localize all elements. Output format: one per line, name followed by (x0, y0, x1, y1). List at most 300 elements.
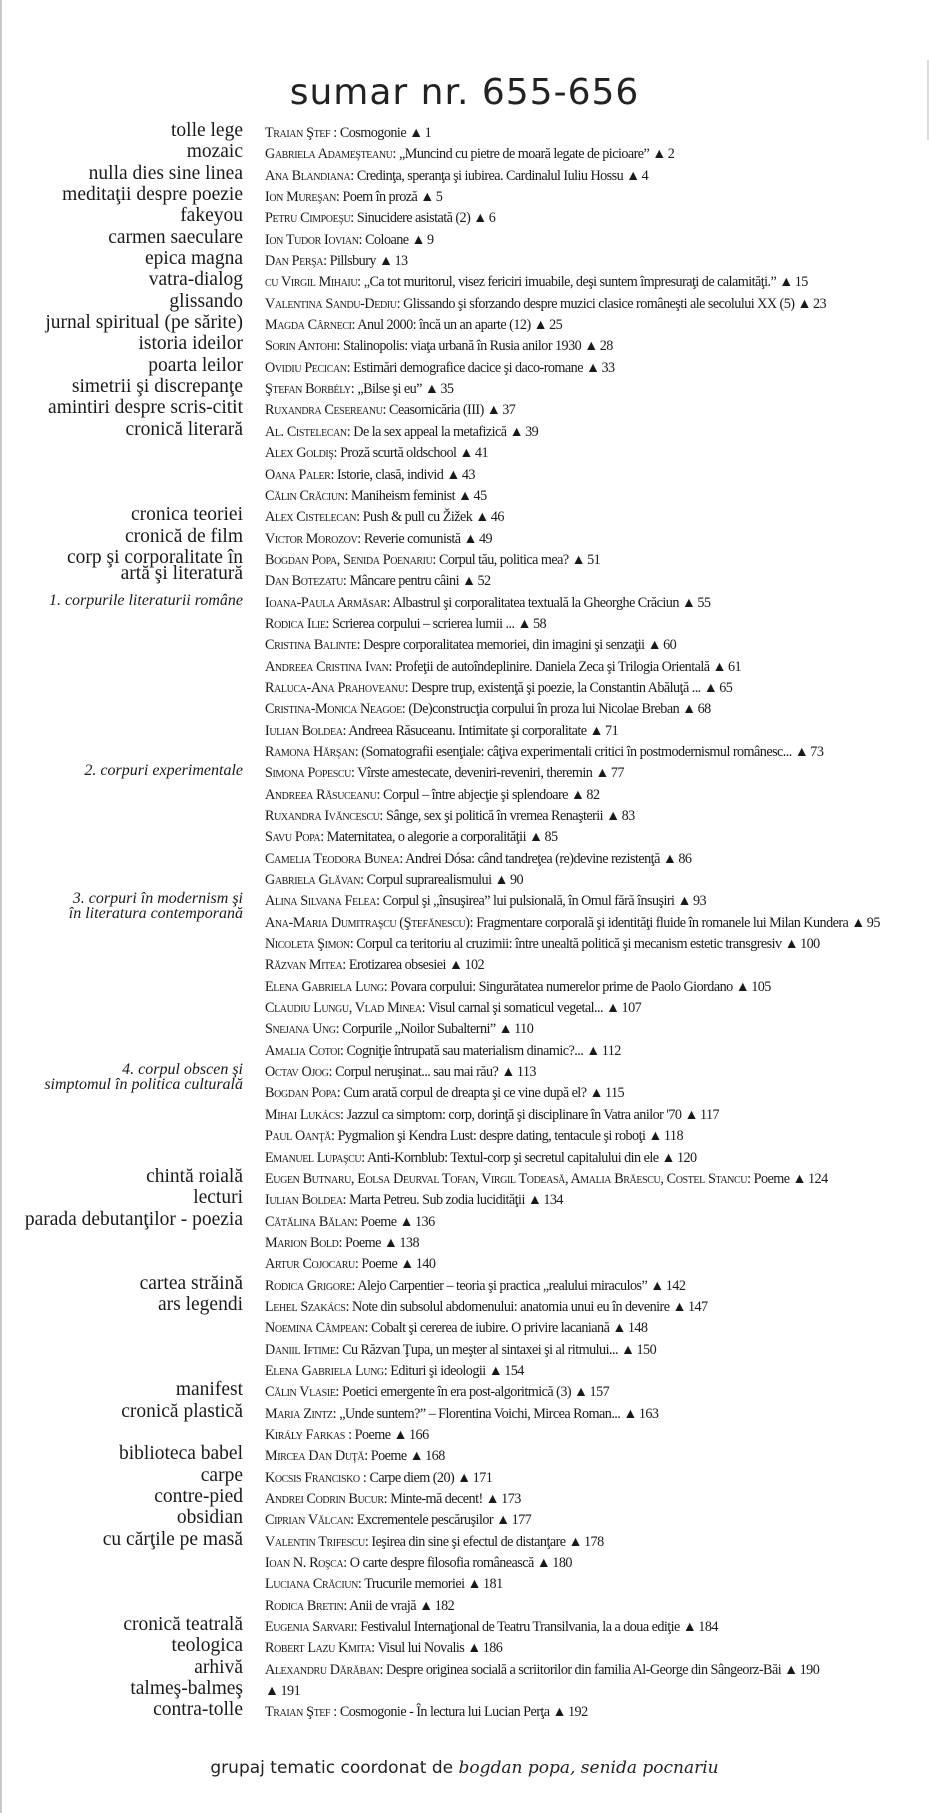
toc-author: Elena Gabriela Lung: (265, 978, 388, 995)
toc-page-number: 68 (697, 701, 711, 718)
toc-entry[interactable] (265, 1064, 536, 1081)
toc-row (0, 998, 929, 1019)
toc-page-number: 124 (808, 1170, 828, 1187)
toc-article-title: Reverie comunistă (363, 530, 461, 547)
toc-article-title: Marta Petreu. Sub zodia lucidităţii (349, 1192, 525, 1209)
toc-author: Cătălina Bălan: (265, 1213, 358, 1230)
toc-page-number: 58 (532, 615, 547, 632)
toc-section-line: contre-pied (154, 1486, 243, 1507)
toc-page-number: 181 (483, 1576, 503, 1593)
toc-row (0, 418, 929, 443)
toc-article-title: Proză scurtă oldschool (340, 445, 457, 462)
toc-row (0, 635, 929, 656)
toc-entry[interactable] (265, 1192, 563, 1209)
toc-author: Camelia Teodora Bunea: (265, 850, 403, 867)
toc-section-line: cronică plastică (121, 1400, 243, 1422)
toc-author: Cristina Balinte: (265, 637, 361, 654)
toc-article-title: Scrierea corpului – scrierea lumii ... (332, 615, 515, 632)
toc-author: Ramona Hărşan: (265, 743, 359, 760)
toc-entry[interactable] (265, 680, 732, 697)
page-marker-icon: ▲ (424, 381, 439, 398)
toc-entry[interactable] (265, 296, 826, 313)
toc-entry[interactable] (265, 1299, 708, 1316)
page-marker-icon: ▲ (265, 1683, 279, 1700)
toc-entry[interactable] (265, 723, 618, 740)
toc-entry[interactable] (265, 808, 635, 825)
toc-page-number: 83 (621, 808, 635, 824)
page-marker-icon: ▲ (488, 1362, 503, 1379)
toc-page-number: 112 (601, 1042, 621, 1059)
toc-section-line: cu cărţile pe masă (102, 1528, 243, 1550)
toc-entry[interactable] (265, 146, 674, 163)
toc-author: Claudiu Lungu, Vlad Minea: (265, 1000, 426, 1017)
toc-entry[interactable] (265, 1085, 624, 1102)
toc-entry[interactable] (265, 595, 710, 612)
toc-article-title: Despre corporalitatea memoriei, din imagini şi senzaţii (363, 637, 645, 654)
toc-section-line: contra-tolle (153, 1699, 243, 1721)
toc-row (0, 1635, 929, 1659)
toc-author: Rodica Ilie: (265, 615, 330, 632)
toc-article-title: Alejo Carpentier – teoria şi practica „realului miraculos” (357, 1277, 648, 1294)
toc-article-title: Poeme (344, 1234, 381, 1251)
toc-section-label (123, 1614, 243, 1636)
toc-author: Bogdan Popa, Senida Poenariu: (265, 551, 436, 568)
toc-author: Andreea Cristina Ivan: (265, 658, 393, 675)
toc-row (0, 1041, 929, 1062)
toc-page-number: 93 (692, 893, 707, 910)
toc-entry[interactable] (265, 1683, 300, 1700)
toc-article-title: (De)construcţia corpului în proza lui Nicolae Breban (408, 701, 680, 718)
toc-entry[interactable] (265, 1598, 454, 1615)
toc-entry[interactable] (265, 616, 546, 633)
toc-row (0, 721, 929, 742)
toc-article-title: Corpul ca teritoriu al cruzimii: între unealtă politică şi mecanism estetic transgresiv (356, 936, 782, 953)
toc-section-line: obsidian (176, 1507, 243, 1529)
toc-page-number: 86 (678, 850, 692, 867)
toc-entry[interactable] (265, 1171, 828, 1188)
toc-entry[interactable] (265, 1043, 621, 1060)
toc-page-number: 100 (800, 936, 820, 953)
toc-entry[interactable] (265, 552, 600, 569)
toc-entry[interactable] (265, 189, 442, 206)
toc-entry[interactable] (265, 659, 741, 676)
toc-row (0, 1105, 929, 1126)
toc-section-label (130, 1678, 243, 1700)
toc-author: Paul Oanţă: (265, 1128, 335, 1145)
toc-author: Oana Paler: (265, 466, 334, 483)
page-marker-icon: ▲ (475, 509, 489, 526)
toc-entry[interactable] (265, 744, 823, 761)
page-marker-icon: ▲ (509, 423, 524, 440)
toc-article-title: Minte-mă decent! (390, 1491, 483, 1507)
toc-row (0, 1083, 929, 1104)
toc-entry[interactable] (265, 936, 820, 953)
page-marker-icon: ▲ (682, 701, 696, 718)
toc-entry[interactable] (265, 125, 431, 142)
toc-page-number: 37 (502, 402, 516, 419)
toc-section-line: ars legendi (157, 1293, 243, 1315)
toc-article-title: Andreea Răsuceanu. Intimitate şi corporalitate (348, 722, 587, 739)
toc-section-line: talmeş-balmeş (130, 1678, 243, 1700)
toc-author: Valentin Trifescu: (265, 1533, 369, 1550)
toc-article-title: „Muncind cu pietre de moară legate de picioare” (399, 146, 650, 163)
toc-author: Ovidiu Pecican: (265, 359, 351, 376)
toc-section-label (49, 593, 243, 608)
toc-article-title: Corpul neruşinat... sau mai rău? (335, 1064, 499, 1081)
table-of-contents (0, 120, 929, 1724)
toc-row (0, 1400, 929, 1425)
toc-page-number: 85 (544, 829, 558, 846)
toc-entry[interactable] (265, 1150, 697, 1167)
toc-page-number: 163 (638, 1405, 659, 1422)
toc-page-number: 140 (415, 1256, 436, 1273)
toc-entry[interactable] (265, 317, 562, 334)
toc-section-line-2: simptomul în politica culturală (44, 1076, 243, 1094)
toc-entry[interactable] (265, 338, 613, 355)
toc-page-number: 41 (474, 445, 488, 462)
toc-article-title: Carpe diem (20) (369, 1469, 455, 1486)
toc-page-number: 177 (511, 1512, 532, 1529)
toc-entry[interactable] (265, 893, 706, 910)
toc-author: Rodica Bretin: (265, 1597, 347, 1614)
page-marker-icon: ▲ (409, 1448, 424, 1465)
toc-author: Ioan N. Roşca: (265, 1555, 347, 1572)
toc-entry[interactable] (265, 1000, 641, 1017)
page-marker-icon: ▲ (473, 210, 487, 227)
toc-row (0, 571, 929, 592)
toc-page-number: 2 (667, 146, 675, 163)
toc-article-title: Anii de vrajă (349, 1597, 417, 1614)
toc-page-number: 13 (394, 253, 408, 270)
toc-author: Traian Ştef : (265, 1704, 337, 1721)
toc-author: Alex Goldiş: (265, 445, 338, 462)
toc-entry[interactable] (265, 979, 771, 996)
toc-author: Eugen Butnaru, Eolsa Deurval Tofan, Virgil Todeasă, Amalia Brăescu, Costel Stancu: (265, 1170, 751, 1187)
toc-row (0, 1528, 929, 1553)
toc-entry[interactable] (265, 1448, 445, 1465)
toc-entry[interactable] (265, 1427, 429, 1444)
toc-page-number: 1 (424, 125, 432, 141)
page-marker-icon: ▲ (400, 1256, 414, 1273)
toc-author: Alexandru Dărăban: (265, 1661, 384, 1678)
toc-section-line: arhivă (194, 1656, 243, 1678)
toc-entry[interactable] (265, 573, 491, 590)
toc-entry[interactable] (265, 829, 558, 846)
page-marker-icon: ▲ (461, 573, 476, 590)
page-marker-icon: ▲ (794, 743, 809, 760)
page-marker-icon: ▲ (703, 679, 718, 696)
toc-author: Király Farkas : (265, 1426, 352, 1443)
toc-section-label (45, 312, 243, 334)
toc-author: Eugenia Sarvari: (265, 1619, 358, 1636)
toc-entry[interactable] (265, 1470, 492, 1487)
footer-prefix: grupaj tematic coordonat de (210, 1758, 459, 1778)
toc-entry[interactable] (265, 1491, 521, 1508)
toc-entry[interactable] (265, 1534, 604, 1551)
toc-article-title: Cobalt şi cererea de iubire. O privire lacaniană (371, 1320, 610, 1337)
toc-page-number: 157 (589, 1384, 610, 1401)
toc-section-line: lecturi (193, 1187, 243, 1209)
toc-page-number: 150 (636, 1341, 657, 1358)
toc-section-line: 1. corpurile literaturii române (48, 591, 243, 609)
toc-section-label (138, 333, 243, 355)
toc-row (0, 1361, 929, 1382)
toc-section-line: carpe (200, 1464, 243, 1486)
toc-author: Nicoleta Şimon: (265, 936, 354, 953)
toc-row (0, 806, 929, 827)
toc-author: Kocsis Francisko : (265, 1469, 367, 1486)
toc-page-number: 166 (409, 1426, 429, 1443)
toc-section-label (139, 1272, 243, 1294)
toc-row (0, 955, 929, 976)
toc-entry[interactable] (265, 872, 523, 889)
toc-article-title: Festivalul Internaţional de Teatru Transilvania, la a doua ediţie (360, 1619, 680, 1636)
toc-entry[interactable] (265, 957, 484, 974)
toc-section-label (148, 269, 243, 291)
toc-section-label (62, 184, 243, 206)
toc-entry[interactable] (265, 1363, 524, 1380)
toc-article-title: Visul carnal şi somaticul vegetal... (427, 1000, 604, 1017)
toc-article-title: „Bilse şi eu” (357, 381, 422, 398)
toc-author: Dan Botezatu: (265, 573, 347, 590)
toc-entry[interactable] (265, 1384, 609, 1401)
toc-author: Andrei Codrin Bucur: (265, 1491, 388, 1507)
toc-section-line: epica magna (145, 248, 243, 270)
toc-entry[interactable] (265, 701, 711, 718)
toc-row (0, 1553, 929, 1574)
toc-author: Gabriela Glăvan: (265, 872, 364, 889)
toc-section-line: carmen saeculare (108, 226, 243, 248)
toc-entry[interactable] (265, 253, 408, 270)
toc-article-title: Despre trup, existenţă şi poezie, la Constantin Abăluţă ... (411, 679, 701, 696)
toc-row (0, 593, 929, 614)
toc-entry[interactable] (265, 467, 475, 484)
toc-page-number: 180 (552, 1555, 572, 1572)
toc-entry[interactable] (265, 1235, 419, 1252)
toc-row (0, 614, 929, 635)
toc-page-number: 43 (461, 466, 475, 483)
toc-author: Călin Vlasie: (265, 1384, 339, 1401)
toc-entry[interactable] (265, 1555, 572, 1572)
toc-author: Elena Gabriela Lung: (265, 1362, 388, 1379)
page-marker-icon: ▲ (712, 658, 726, 675)
toc-page-number: 138 (399, 1234, 419, 1251)
toc-entry[interactable] (265, 765, 624, 782)
toc-row (0, 1443, 929, 1467)
toc-entry[interactable] (265, 360, 615, 377)
toc-row (0, 1614, 929, 1638)
toc-row (0, 1340, 929, 1361)
page-marker-icon: ▲ (589, 1085, 603, 1102)
toc-article-title: Cum arată corpul de dreapta şi ce vine după el? (343, 1085, 587, 1102)
toc-page-number: 55 (697, 594, 711, 611)
toc-page-number: 192 (568, 1704, 588, 1721)
toc-author: Noemina Câmpean: (265, 1320, 369, 1337)
toc-entry[interactable] (265, 402, 515, 419)
toc-page-number: 82 (586, 786, 600, 803)
toc-author: Simona Popescu: (265, 765, 355, 782)
page-marker-icon: ▲ (420, 189, 434, 206)
toc-entry[interactable] (265, 424, 538, 441)
toc-page-number: 173 (501, 1491, 521, 1507)
toc-author: Lehel Szakács: (265, 1298, 349, 1315)
toc-entry[interactable] (265, 232, 434, 249)
toc-article-title: Poeme (753, 1170, 790, 1187)
page-marker-icon: ▲ (647, 637, 662, 654)
toc-entry[interactable] (265, 1576, 503, 1593)
toc-section-line: jurnal spiritual (pe sărite) (45, 312, 243, 334)
toc-entry[interactable] (265, 1320, 647, 1337)
page-marker-icon: ▲ (494, 872, 508, 889)
toc-row (0, 1699, 929, 1723)
toc-section-line: tolle lege (170, 120, 243, 141)
toc-row (0, 248, 929, 272)
page-marker-icon: ▲ (797, 295, 811, 312)
toc-page-number: 113 (516, 1064, 536, 1081)
toc-row (0, 1318, 929, 1339)
toc-entry[interactable] (265, 1662, 819, 1679)
toc-section-line: mozaic (186, 141, 243, 163)
toc-author: Iulian Boldea: (265, 1192, 347, 1209)
page-marker-icon: ▲ (501, 1064, 515, 1081)
toc-author: Al. Cistelecan: (265, 423, 351, 440)
toc-entry[interactable] (265, 381, 453, 398)
toc-entry[interactable] (265, 488, 487, 505)
toc-entry[interactable] (265, 1512, 531, 1529)
toc-row (0, 742, 929, 763)
page-marker-icon: ▲ (393, 1426, 407, 1443)
toc-page-number: 154 (504, 1362, 524, 1379)
toc-row (0, 1208, 929, 1233)
toc-entry[interactable] (265, 1406, 658, 1423)
toc-section-line: simetrii şi discrepanţe (71, 376, 243, 398)
toc-entry[interactable] (265, 1342, 656, 1359)
toc-section-label (169, 290, 243, 312)
page-marker-icon: ▲ (784, 1661, 798, 1678)
page-marker-icon: ▲ (570, 786, 585, 803)
toc-page-number: 9 (427, 231, 434, 248)
toc-article-title: Corpul şi „însuşirea” lui pulsională, în Omul fără însuşiri (382, 893, 675, 910)
toc-page-number: 25 (549, 317, 563, 334)
toc-article-title: Profeţii de autoîndeplinire. Daniela Zeca şi Trilogia Orientală (395, 658, 710, 675)
toc-entry[interactable] (265, 1640, 502, 1657)
toc-entry[interactable] (265, 1128, 683, 1145)
toc-article-title: Albastrul şi corporalitatea textuală la Gheorghe Crăciun (392, 594, 679, 611)
toc-page-number: 190 (799, 1661, 820, 1678)
toc-row (0, 443, 929, 464)
toc-section-line: parada debutanţilor - poezia (24, 1208, 243, 1230)
toc-section-line: chintă roială (146, 1165, 243, 1187)
toc-row (0, 184, 929, 208)
toc-entry[interactable] (265, 787, 600, 804)
toc-entry[interactable] (265, 1704, 588, 1721)
toc-section-line: amintiri despre scris-citit (48, 397, 243, 419)
page-marker-icon: ▲ (626, 167, 640, 184)
toc-page-number: 147 (687, 1298, 708, 1315)
toc-article-title: Visul lui Novalis (377, 1640, 465, 1657)
toc-article-title: Edituri şi ideologii (390, 1362, 486, 1379)
page-marker-icon: ▲ (419, 1597, 433, 1614)
toc-section-label (170, 120, 243, 141)
toc-author: Răzvan Mitea: (265, 957, 346, 974)
toc-entry[interactable] (265, 1619, 718, 1636)
toc-page-number: 60 (663, 637, 677, 654)
toc-entry[interactable] (265, 168, 648, 185)
toc-section-line: cronică de film (124, 525, 243, 547)
toc-section-label (102, 1528, 243, 1550)
page-marker-icon: ▲ (536, 1555, 551, 1572)
toc-entry[interactable] (265, 210, 495, 227)
toc-entry[interactable] (265, 531, 492, 548)
page-marker-icon: ▲ (612, 1320, 626, 1337)
toc-page-number: 65 (719, 679, 733, 696)
toc-entry[interactable] (265, 1107, 719, 1124)
page-marker-icon: ▲ (528, 829, 543, 846)
toc-section-label (108, 226, 243, 248)
toc-entry[interactable] (265, 915, 880, 932)
toc-entry[interactable] (265, 1214, 435, 1231)
toc-entry[interactable] (265, 1278, 685, 1295)
toc-entry[interactable] (265, 274, 808, 291)
toc-entry[interactable] (265, 637, 676, 654)
toc-entry[interactable] (265, 1021, 533, 1038)
toc-page-number: 148 (627, 1320, 648, 1337)
page-marker-icon: ▲ (411, 231, 426, 248)
toc-article-title: Corpurile „Noilor Subalterni” (342, 1021, 496, 1038)
toc-article-title: Stalinopolis: viaţa urbană în Rusia anilor 1930 (343, 338, 582, 355)
toc-entry[interactable] (265, 509, 504, 526)
toc-page-number: 118 (663, 1128, 683, 1145)
toc-entry[interactable] (265, 851, 691, 868)
toc-section-line: manifest (175, 1379, 243, 1401)
toc-section-line: cronică teatrală (123, 1614, 243, 1636)
toc-page-number: 134 (543, 1192, 563, 1209)
toc-section-label (186, 141, 243, 163)
page-marker-icon: ▲ (784, 936, 799, 953)
page-marker-icon: ▲ (648, 1128, 662, 1145)
toc-entry[interactable] (265, 1256, 435, 1273)
toc-section-label (130, 504, 243, 526)
toc-author: Luciana Crăciun: (265, 1576, 362, 1593)
toc-author: Valentina Sandu-Dediu: (265, 295, 401, 312)
page-title: sumar nr. 655-656 (289, 72, 640, 113)
page-marker-icon: ▲ (498, 1021, 513, 1038)
toc-article-title: Poeme (361, 1256, 398, 1273)
toc-author: Dan Perşa: (265, 253, 327, 270)
toc-page-number: 73 (810, 743, 824, 760)
toc-author: Ion Tudor Iovian: (265, 231, 363, 248)
toc-article-title: Ieşirea din sine şi efectul de distanţare (371, 1533, 566, 1550)
toc-section-line: 3. corpuri în modernism şi (72, 890, 243, 908)
toc-article-title: Vîrste amestecate, deveniri-reveniri, theremin (357, 765, 593, 782)
toc-author: Sorin Antohi: (265, 338, 341, 355)
page-marker-icon: ▲ (661, 1149, 675, 1166)
toc-article-title: Corpul tău, politica mea? (438, 551, 569, 568)
toc-row (0, 1233, 929, 1254)
toc-article-title: Pillsbury (329, 253, 376, 270)
toc-article-title: (Somatografii esenţiale: câţiva experimentali critici în postmodernismul românesc... (361, 743, 792, 760)
toc-article-title: Ceasornicăria (III) (389, 402, 484, 419)
toc-section-label (180, 205, 243, 227)
toc-row (0, 934, 929, 955)
page-marker-icon: ▲ (486, 402, 501, 419)
toc-author: Ioana-Paula Armăsar: (265, 594, 391, 611)
toc-page-number: 117 (699, 1106, 720, 1123)
toc-row (0, 226, 929, 251)
toc-article-title: Credinţa, speranţa şi iubirea. Cardinalul Iuliu Hossu (356, 167, 624, 184)
toc-entry[interactable] (265, 445, 488, 462)
toc-article-title: De la sex appeal la metafizică (353, 423, 507, 440)
